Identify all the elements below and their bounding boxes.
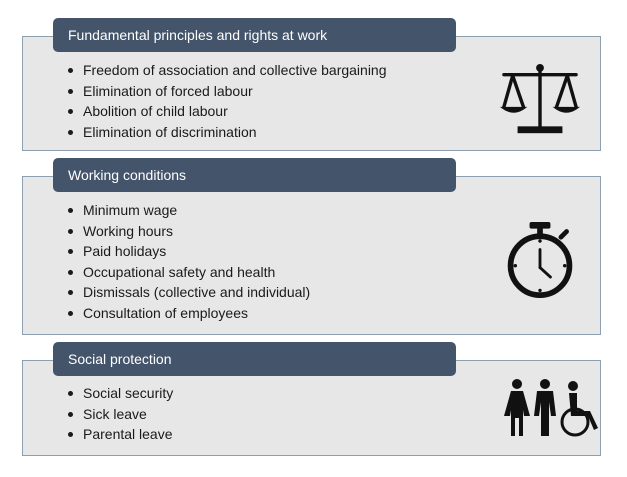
list-item: Dismissals (collective and individual) <box>68 282 310 303</box>
list-item: Consultation of employees <box>68 303 310 324</box>
people-woman-man-wheelchair-icon <box>503 378 603 438</box>
working-conditions-list <box>68 200 310 323</box>
list-item: Paid holidays <box>68 241 310 262</box>
list-item: Working hours <box>68 221 310 242</box>
list-item: Sick leave <box>68 404 173 425</box>
section-header-working-conditions: Working conditions <box>53 158 456 192</box>
list-item: Occupational safety and health <box>68 262 310 283</box>
stopwatch-icon <box>502 220 578 300</box>
list-item: Elimination of discrimination <box>68 122 387 143</box>
section-header-social-protection: Social protection <box>53 342 456 376</box>
list-item: Social security <box>68 383 173 404</box>
scales-of-justice-icon <box>496 62 584 140</box>
section-header-fundamental-principles: Fundamental principles and rights at work <box>53 18 456 52</box>
list-item: Abolition of child labour <box>68 101 387 122</box>
list-item: Elimination of forced labour <box>68 81 387 102</box>
social-protection-list <box>68 383 173 445</box>
list-item: Minimum wage <box>68 200 310 221</box>
list-item: Freedom of association and collective bargaining <box>68 60 387 81</box>
list-item: Parental leave <box>68 424 173 445</box>
principles-list <box>68 60 387 142</box>
